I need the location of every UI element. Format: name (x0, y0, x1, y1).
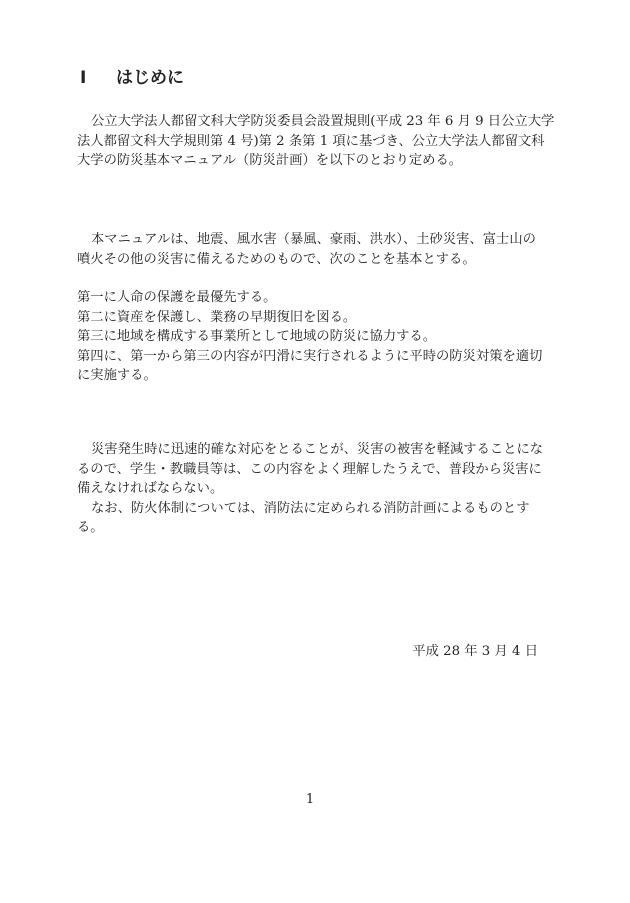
paragraph-purpose (77, 230, 547, 269)
list-item: 第四に、第一から第三の内容が円滑に実行されるように平時の防災対策を適切 (77, 348, 543, 364)
text-line: 大学の防災基本マニュアル（防災計画）を以下のとおり定める。 (77, 153, 463, 168)
list-item: に実施する。 (77, 368, 157, 383)
paragraph-intro (77, 112, 555, 171)
text-line: 噴火その他の災害に備えるためのもので、次のことを基本とする。 (77, 251, 476, 267)
text-line: 本マニュアルは、地震、風水害（暴風、豪雨、洪水）、土砂災害、富士山の (91, 232, 536, 247)
list-item: 第三に地域を構成する事業所として地域の防災に協力する。 (77, 329, 437, 344)
section-heading (80, 63, 184, 88)
section-number: Ⅰ (80, 68, 87, 88)
text-line: 公立大学法人都留文科大学防災委員会設置規則(平成 23 年 6 月 9 日公立大学 (91, 114, 555, 129)
text-line: る。 (77, 520, 104, 535)
page-number: 1 (305, 792, 315, 807)
paragraph-response (77, 440, 547, 538)
principles-list (77, 288, 547, 386)
document-date: 平成 28 年 3 月 4 日 (412, 644, 538, 659)
list-item: 第二に資産を保護し、業務の早期復旧を図る。 (77, 309, 357, 325)
section-title: はじめに (116, 68, 184, 88)
text-line: 法人都留文科大学規則第 4 号)第 2 条第 1 項に基づき、公立大学法人都留文科 (77, 133, 545, 149)
text-line: るので、学生・教職員等は、この内容をよく理解したうえで、普段から災害に (77, 461, 542, 477)
text-line: 備えなければならない。 (77, 481, 224, 496)
text-line: なお、防火体制については、消防法に定められる消防計画によるものとす (91, 500, 530, 516)
text-line: 災害発生時に迅速的確な対応をとることが、災害の被害を軽減することにな (91, 442, 544, 457)
list-item: 第一に人命の保護を最優先する。 (77, 290, 277, 305)
